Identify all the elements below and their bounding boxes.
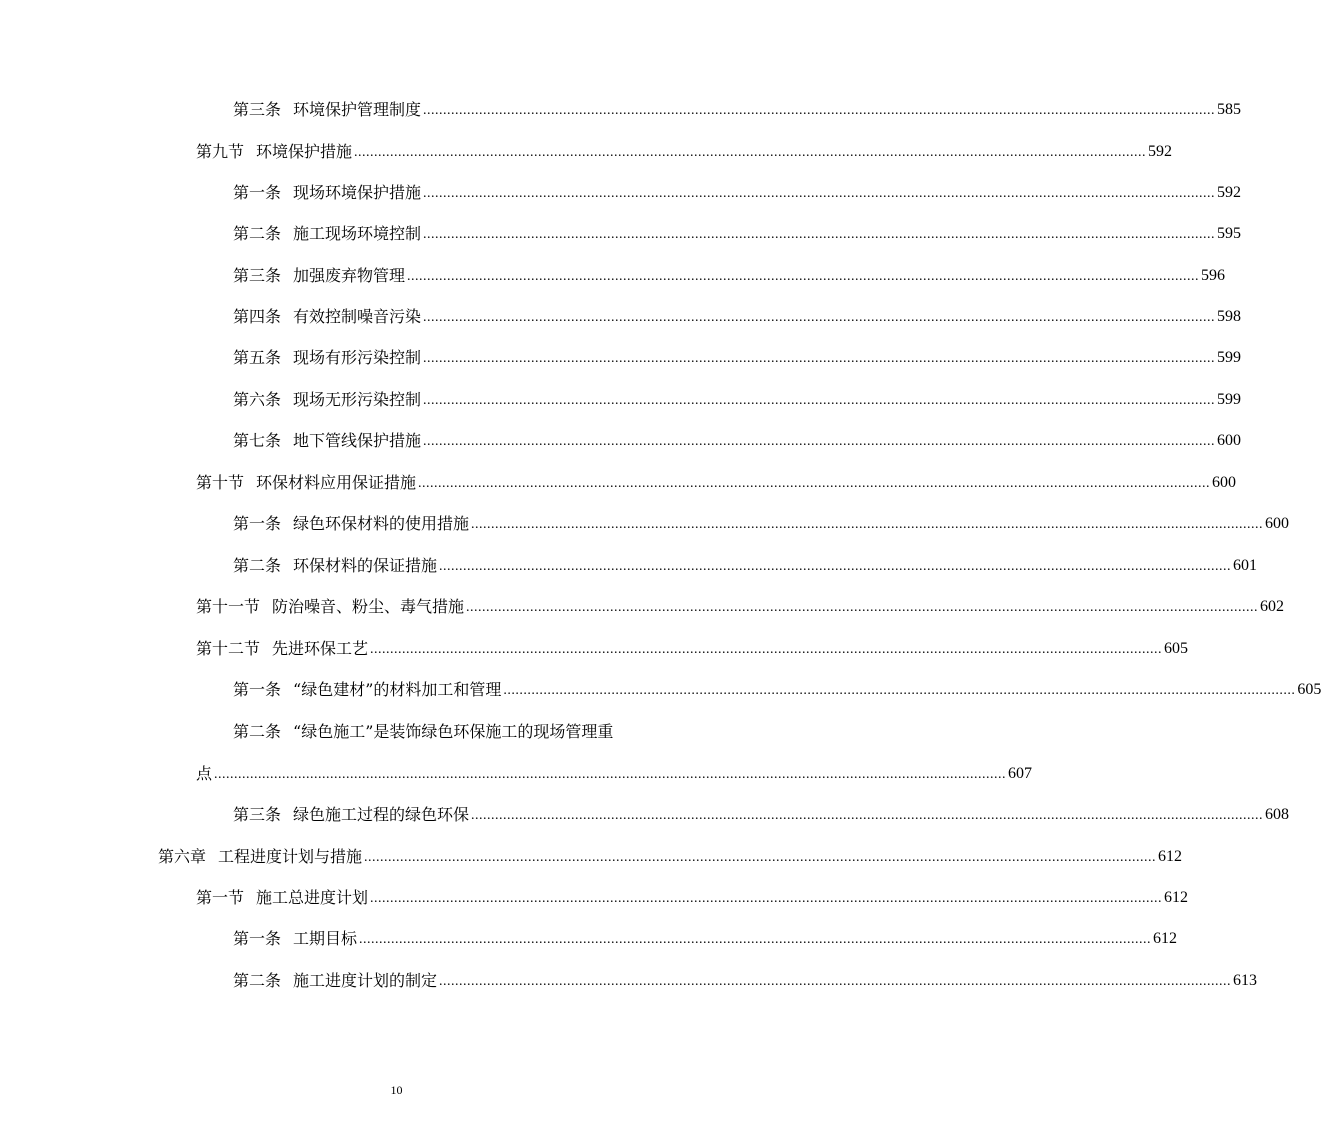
- toc-entry-page: 592: [1217, 184, 1242, 201]
- toc-leader-dots: ......................................................................................................................................................................................................: [471, 517, 1264, 532]
- toc-entry[interactable]: [233, 508, 1290, 534]
- toc-leader-dots: ......................................................................................................................................................................................................: [423, 227, 1216, 242]
- toc-entry-title: 环保材料应用保证措施: [256, 473, 417, 492]
- toc-entry-page: 595: [1217, 225, 1242, 242]
- toc-entry[interactable]: [233, 218, 1242, 244]
- toc-leader-dots: ......................................................................................................................................................................................................: [423, 186, 1216, 201]
- toc-entry-page: 605: [1297, 681, 1321, 698]
- toc-entry-title: 先进环保工艺: [272, 639, 369, 658]
- toc-entry[interactable]: [233, 301, 1242, 327]
- toc-entry-page: 599: [1217, 349, 1242, 366]
- toc-entry-number: 第十节: [196, 473, 245, 492]
- toc-entry-number: 第六条: [233, 390, 282, 409]
- toc-entry[interactable]: [233, 177, 1242, 203]
- toc-entry-number: 第二条: [233, 971, 282, 990]
- toc-leader-dots: ......................................................................................................................................................................................................: [370, 891, 1163, 906]
- toc-entry-number: 第一条: [233, 514, 282, 533]
- toc-leader-dots: ......................................................................................................................................................................................................: [503, 683, 1296, 698]
- toc-entry[interactable]: [196, 136, 1173, 162]
- toc-entry-number: 第一节: [196, 888, 245, 907]
- toc-leader-dots: ......................................................................................................................................................................................................: [354, 145, 1147, 160]
- toc-leader-dots: ......................................................................................................................................................................................................: [423, 310, 1216, 325]
- toc-entry-title: “绿色建材”的材料加工和管理: [293, 680, 502, 699]
- toc-leader-dots: ......................................................................................................................................................................................................: [439, 559, 1232, 574]
- toc-entry-title: 现场环境保护措施: [293, 183, 422, 202]
- toc-leader-dots: ......................................................................................................................................................................................................: [214, 767, 1007, 782]
- toc-leader-dots: ......................................................................................................................................................................................................: [364, 850, 1157, 865]
- toc-entry-page: 585: [1217, 101, 1242, 118]
- toc-entry-title: 施工现场环境控制: [293, 224, 422, 243]
- toc-leader-dots: ......................................................................................................................................................................................................: [423, 434, 1216, 449]
- toc-entry-page: 602: [1260, 598, 1285, 615]
- toc-entry-page: 612: [1153, 930, 1178, 947]
- toc-entry-number: 第七条: [233, 431, 282, 450]
- toc-entry-page: 600: [1212, 474, 1237, 491]
- toc-leader-dots: ......................................................................................................................................................................................................: [407, 269, 1200, 284]
- toc-entry-title: 施工进度计划的制定: [293, 971, 438, 990]
- toc-entry-title: 施工总进度计划: [256, 888, 369, 907]
- toc-entry[interactable]: [196, 467, 1237, 493]
- toc-entry-title: 现场有形污染控制: [293, 348, 422, 367]
- toc-entry-number: 第三条: [233, 100, 282, 119]
- toc-entry-title: 绿色环保材料的使用措施: [293, 514, 470, 533]
- toc-entry-number: 第十二节: [196, 639, 261, 658]
- toc-entry-page: 612: [1164, 889, 1189, 906]
- toc-leader-dots: ......................................................................................................................................................................................................: [439, 974, 1232, 989]
- toc-leader-dots: ......................................................................................................................................................................................................: [370, 642, 1163, 657]
- toc-entry[interactable]: [233, 923, 1178, 949]
- toc-entry-page: 596: [1201, 267, 1226, 284]
- toc-entry-title: 地下管线保护措施: [293, 431, 422, 450]
- toc-entry-title: 工期目标: [293, 929, 358, 948]
- toc-entry-title: 有效控制噪音污染: [293, 307, 422, 326]
- toc-entry-number: 第四条: [233, 307, 282, 326]
- toc-entry-wrapped-line1[interactable]: [233, 716, 673, 742]
- toc-entry-page: 598: [1217, 308, 1242, 325]
- toc-leader-dots: ......................................................................................................................................................................................................: [423, 393, 1216, 408]
- toc-entry-title: 工程进度计划与措施: [218, 847, 363, 866]
- toc-entry[interactable]: [233, 799, 1290, 825]
- toc-entry[interactable]: [233, 550, 1258, 576]
- toc-entry-title: 现场无形污染控制: [293, 390, 422, 409]
- toc-entry-number: 第三条: [233, 805, 282, 824]
- toc-entry-number: 第五条: [233, 348, 282, 367]
- toc-entry-title: 环境保护措施: [256, 142, 353, 161]
- toc-entry-title: 环保材料的保证措施: [293, 556, 438, 575]
- toc-entry-number: 第九节: [196, 142, 245, 161]
- toc-entry-number: 第二条: [233, 224, 282, 243]
- toc-entry-number: 第一条: [233, 680, 282, 699]
- toc-entry-title: 防治噪音、粉尘、毒气措施: [272, 597, 465, 616]
- toc-entry[interactable]: [233, 965, 1258, 991]
- toc-entry-number: 第十一节: [196, 597, 261, 616]
- toc-entry[interactable]: [158, 841, 1183, 867]
- toc-entry-number: 第六章: [158, 847, 207, 866]
- toc-entry-number: 第三条: [233, 266, 282, 285]
- toc-entry-page: 600: [1265, 515, 1290, 532]
- toc-entry-title: 绿色施工过程的绿色环保: [293, 805, 470, 824]
- toc-entry[interactable]: [233, 260, 1226, 286]
- toc-entry-wrapped-line2[interactable]: [196, 758, 1033, 784]
- toc-leader-dots: ......................................................................................................................................................................................................: [423, 103, 1216, 118]
- toc-leader-dots: ......................................................................................................................................................................................................: [418, 476, 1211, 491]
- page-number: 10: [390, 1083, 403, 1097]
- toc-entry[interactable]: [196, 633, 1189, 659]
- toc-entry-page: 608: [1265, 806, 1290, 823]
- toc-entry[interactable]: [233, 94, 1242, 120]
- toc-entry[interactable]: [233, 342, 1242, 368]
- toc-entry-number: 第二条: [233, 722, 282, 741]
- toc-entry-title: 加强废弃物管理: [293, 266, 406, 285]
- toc-entry[interactable]: [233, 425, 1242, 451]
- toc-entry-title: “绿色施工”是装饰绿色环保施工的现场管理重: [293, 722, 614, 741]
- toc-leader-dots: ......................................................................................................................................................................................................: [466, 600, 1259, 615]
- toc-entry[interactable]: [196, 591, 1285, 617]
- toc-entry-page: 599: [1217, 391, 1242, 408]
- toc-entry[interactable]: [196, 882, 1189, 908]
- toc-entry-page: 612: [1158, 848, 1183, 865]
- toc-entry-page: 613: [1233, 972, 1258, 989]
- toc-entry-title-continued: 点: [196, 764, 213, 783]
- toc-leader-dots: ......................................................................................................................................................................................................: [359, 932, 1152, 947]
- toc-entry-title: 环境保护管理制度: [293, 100, 422, 119]
- toc-entry[interactable]: [233, 384, 1242, 410]
- toc-entry-number: 第一条: [233, 183, 282, 202]
- toc-leader-dots: ......................................................................................................................................................................................................: [423, 351, 1216, 366]
- toc-entry-number: 第二条: [233, 556, 282, 575]
- toc-entry-page: 601: [1233, 557, 1258, 574]
- toc-entry-number: 第一条: [233, 929, 282, 948]
- toc-entry[interactable]: [233, 674, 1321, 700]
- toc-entry-page: 605: [1164, 640, 1189, 657]
- toc-leader-dots: ......................................................................................................................................................................................................: [471, 808, 1264, 823]
- toc-entry-page: 592: [1148, 143, 1173, 160]
- toc-entry-page: 600: [1217, 432, 1242, 449]
- toc-entry-page: 607: [1008, 765, 1033, 782]
